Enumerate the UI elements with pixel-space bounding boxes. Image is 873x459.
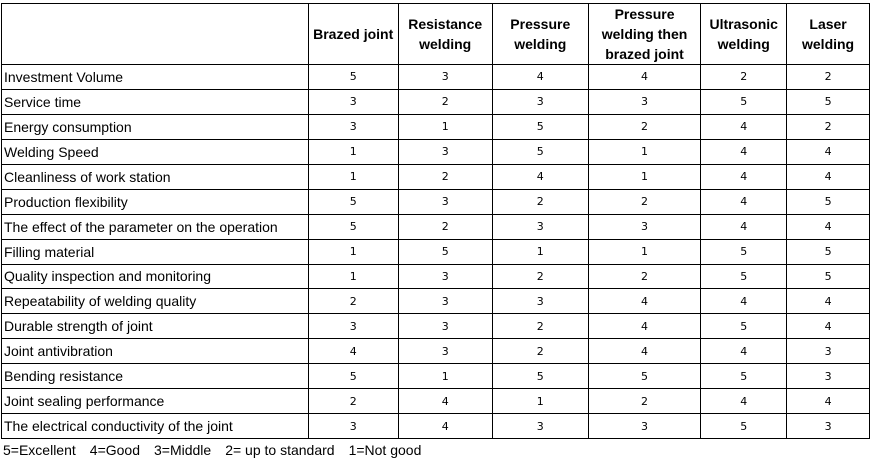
legend-item: 4=Good	[89, 442, 140, 458]
header-pressure-welding: Pressure welding	[492, 4, 588, 65]
rating-cell: 1	[398, 114, 492, 139]
rating-cell: 2	[787, 114, 870, 139]
rating-cell: 3	[398, 314, 492, 339]
legend-item: 1=Not good	[348, 442, 422, 458]
rating-cell: 5	[308, 189, 398, 214]
rating-cell: 4	[588, 289, 700, 314]
rating-cell: 5	[701, 264, 787, 289]
rating-cell: 5	[787, 189, 870, 214]
rating-cell: 3	[787, 364, 870, 389]
rating-cell: 3	[398, 139, 492, 164]
rating-cell: 4	[492, 65, 588, 90]
rating-cell: 3	[398, 339, 492, 364]
criterion-cell: Production flexibility	[2, 189, 309, 214]
rating-cell: 1	[308, 164, 398, 189]
legend-item: 2= up to standard	[225, 442, 335, 458]
header-brazed-joint: Brazed joint	[308, 4, 398, 65]
header-corner	[2, 4, 309, 65]
rating-cell: 2	[701, 65, 787, 90]
rating-cell: 2	[588, 189, 700, 214]
rating-cell: 1	[492, 239, 588, 264]
table-row	[2, 65, 870, 90]
rating-cell: 4	[787, 214, 870, 239]
header-resistance-welding: Resistance welding	[398, 4, 492, 65]
table-row	[2, 114, 870, 139]
criterion-cell: Joint sealing performance	[2, 389, 309, 414]
rating-cell: 4	[787, 139, 870, 164]
rating-cell: 4	[701, 289, 787, 314]
rating-cell: 3	[308, 314, 398, 339]
rating-cell: 4	[701, 189, 787, 214]
rating-cell: 1	[308, 239, 398, 264]
rating-cell: 5	[398, 239, 492, 264]
comparison-table	[1, 3, 870, 439]
criterion-cell: The effect of the parameter on the operation	[2, 214, 309, 239]
rating-cell: 1	[588, 239, 700, 264]
rating-cell: 5	[787, 239, 870, 264]
rating-cell: 1	[492, 389, 588, 414]
rating-cell: 5	[308, 65, 398, 90]
rating-cell: 5	[701, 89, 787, 114]
rating-cell: 2	[492, 314, 588, 339]
rating-cell: 1	[588, 164, 700, 189]
rating-cell: 5	[701, 239, 787, 264]
rating-cell: 5	[701, 364, 787, 389]
rating-cell: 5	[588, 364, 700, 389]
rating-cell: 4	[701, 214, 787, 239]
rating-cell: 2	[398, 214, 492, 239]
rating-cell: 1	[308, 139, 398, 164]
table-row	[2, 289, 870, 314]
criterion-cell: Bending resistance	[2, 364, 309, 389]
rating-cell: 3	[308, 414, 398, 439]
rating-legend	[3, 442, 421, 458]
table-header	[2, 4, 870, 65]
rating-cell: 4	[588, 339, 700, 364]
rating-cell: 4	[398, 414, 492, 439]
rating-cell: 1	[398, 364, 492, 389]
table-row	[2, 264, 870, 289]
rating-cell: 4	[588, 65, 700, 90]
table-row	[2, 189, 870, 214]
rating-cell: 4	[492, 164, 588, 189]
criterion-cell: Quality inspection and monitoring	[2, 264, 309, 289]
rating-cell: 3	[492, 89, 588, 114]
table-row	[2, 339, 870, 364]
rating-cell: 2	[308, 289, 398, 314]
rating-cell: 3	[492, 214, 588, 239]
rating-cell: 5	[492, 114, 588, 139]
rating-cell: 3	[308, 114, 398, 139]
criterion-cell: Energy consumption	[2, 114, 309, 139]
rating-cell: 4	[701, 139, 787, 164]
rating-cell: 4	[308, 339, 398, 364]
legend-item: 3=Middle	[154, 442, 212, 458]
rating-cell: 2	[588, 114, 700, 139]
rating-cell: 5	[492, 364, 588, 389]
rating-cell: 3	[398, 264, 492, 289]
rating-cell: 4	[787, 314, 870, 339]
criterion-cell: Durable strength of joint	[2, 314, 309, 339]
rating-cell: 2	[492, 339, 588, 364]
rating-cell: 2	[787, 65, 870, 90]
criterion-cell: The electrical conductivity of the joint	[2, 414, 309, 439]
rating-cell: 4	[588, 314, 700, 339]
rating-cell: 4	[787, 289, 870, 314]
header-ultrasonic-welding: Ultrasonic welding	[701, 4, 787, 65]
header-row	[2, 4, 870, 65]
rating-cell: 2	[398, 89, 492, 114]
rating-cell: 4	[787, 389, 870, 414]
rating-cell: 1	[588, 139, 700, 164]
rating-cell: 3	[787, 414, 870, 439]
rating-cell: 4	[787, 164, 870, 189]
criterion-cell: Investment Volume	[2, 65, 309, 90]
criterion-cell: Joint antivibration	[2, 339, 309, 364]
rating-cell: 4	[701, 164, 787, 189]
rating-cell: 3	[787, 339, 870, 364]
header-pressure-welding-then-brazed: Pressure welding then brazed joint	[588, 4, 700, 65]
criterion-cell: Service time	[2, 89, 309, 114]
rating-cell: 4	[701, 339, 787, 364]
criterion-cell: Welding Speed	[2, 139, 309, 164]
rating-cell: 4	[701, 389, 787, 414]
rating-cell: 5	[701, 414, 787, 439]
rating-cell: 5	[308, 214, 398, 239]
table-row	[2, 239, 870, 264]
rating-cell: 2	[492, 264, 588, 289]
rating-cell: 4	[398, 389, 492, 414]
rating-cell: 3	[492, 289, 588, 314]
table-row	[2, 214, 870, 239]
table-row	[2, 414, 870, 439]
table-row	[2, 389, 870, 414]
rating-cell: 4	[701, 114, 787, 139]
table-row	[2, 364, 870, 389]
criterion-cell: Filling material	[2, 239, 309, 264]
rating-cell: 2	[588, 264, 700, 289]
header-laser-welding: Laser welding	[787, 4, 870, 65]
rating-cell: 5	[787, 89, 870, 114]
criterion-cell: Repeatability of welding quality	[2, 289, 309, 314]
table-row	[2, 139, 870, 164]
table-row	[2, 164, 870, 189]
rating-cell: 1	[308, 264, 398, 289]
rating-cell: 3	[398, 65, 492, 90]
rating-cell: 5	[492, 139, 588, 164]
criterion-cell: Cleanliness of work station	[2, 164, 309, 189]
legend-item: 5=Excellent	[3, 442, 76, 458]
rating-cell: 3	[588, 89, 700, 114]
table-row	[2, 314, 870, 339]
rating-cell: 2	[308, 389, 398, 414]
rating-cell: 3	[308, 89, 398, 114]
rating-cell: 5	[701, 314, 787, 339]
rating-cell: 2	[588, 389, 700, 414]
rating-cell: 5	[308, 364, 398, 389]
table-row	[2, 89, 870, 114]
table-body	[2, 65, 870, 439]
rating-cell: 3	[398, 289, 492, 314]
rating-cell: 3	[492, 414, 588, 439]
rating-cell: 3	[398, 189, 492, 214]
rating-cell: 3	[588, 414, 700, 439]
rating-cell: 5	[787, 264, 870, 289]
rating-cell: 3	[588, 214, 700, 239]
rating-cell: 2	[492, 189, 588, 214]
rating-cell: 2	[398, 164, 492, 189]
